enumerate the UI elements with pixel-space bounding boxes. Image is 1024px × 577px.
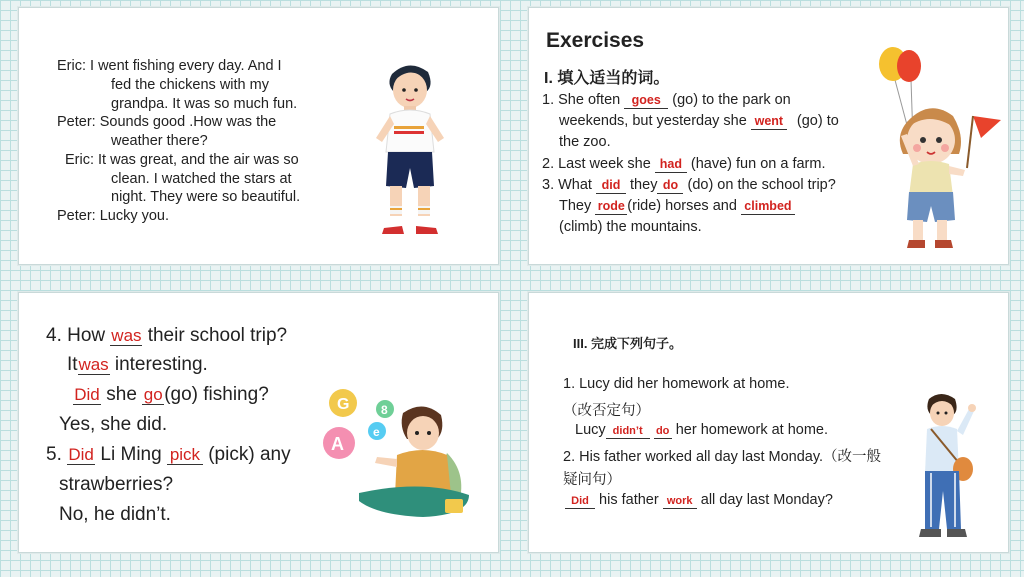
answer-blank [595, 199, 627, 215]
dialogue-line: night. They were so beautiful. [111, 189, 301, 205]
question-text: (ride) horses and [627, 198, 737, 214]
answer-text: climbed [744, 199, 792, 213]
answer-text: was [111, 326, 142, 345]
sentence-hint: 疑问句） [563, 472, 621, 488]
answer-blank [565, 493, 595, 509]
sentences-card [528, 292, 1009, 553]
question-line [559, 196, 795, 217]
sentence-text: Lucy [575, 422, 606, 438]
answer-text: pick [169, 445, 201, 464]
boy-illustration [364, 56, 454, 246]
question-text: It [67, 354, 78, 375]
question-text: (go) to the park on [672, 92, 791, 108]
sentence-text: his father [599, 492, 659, 508]
answer-blank [110, 326, 142, 346]
answer-text: didn’t [612, 425, 643, 437]
question-text: their school trip? [147, 325, 288, 346]
question-text: she [106, 384, 137, 405]
question-text: 1. She often [542, 92, 621, 108]
exercises-subtitle: I. 填入适当的词。 [544, 70, 670, 87]
question-line [73, 384, 269, 406]
answer-text: did [601, 178, 621, 192]
answer-blank [741, 199, 795, 215]
question-text: (go) to [796, 113, 839, 129]
answer-blank [67, 445, 95, 465]
answer-blank [655, 157, 687, 173]
sentence-text: all day last Monday? [700, 492, 833, 508]
question-line: No, he didn’t. [59, 504, 171, 525]
answer-text: Did [571, 495, 589, 507]
question-line [67, 354, 208, 376]
question-text: (go) fishing? [164, 384, 269, 405]
svg-text:e: e [373, 425, 380, 439]
boy-with-letters-illustration [319, 383, 479, 533]
svg-text:8: 8 [381, 403, 388, 417]
question-text: 2. Last week she [542, 156, 651, 172]
question-text: they [630, 177, 658, 193]
question-line [46, 444, 291, 466]
dialogue-line: clean. I watched the stars at [111, 171, 292, 187]
question-line [46, 325, 287, 347]
boy-with-bag-illustration [911, 391, 981, 541]
question-line: Yes, she did. [59, 414, 168, 435]
question-line: strawberries? [59, 474, 174, 495]
question-line: (climb) the mountains. [559, 219, 702, 235]
answer-blank [73, 385, 101, 405]
question-line: the zoo. [559, 134, 611, 150]
question-text: weekends, but yesterday she [559, 113, 747, 129]
answer-text: work [666, 495, 693, 507]
answer-text: had [659, 157, 682, 171]
question-line [542, 90, 791, 111]
question-text: 4. How [46, 325, 106, 346]
answer-text: Did [68, 445, 94, 464]
dialogue-line: Peter: Lucky you. [57, 208, 170, 224]
dialogue-line: grandpa. It was so much fun. [111, 96, 298, 112]
question-text: They [559, 198, 592, 214]
sentence-line: 1. Lucy did her homework at home. [563, 376, 790, 392]
sentence-text: her homework at home. [675, 422, 829, 438]
sentence-hint: （改否定句） [563, 403, 650, 419]
sentence-line: 2. His father worked all day last Monday.（改一般 [563, 449, 882, 465]
svg-text:G: G [337, 396, 350, 413]
exercises-title: Exercises [546, 29, 645, 52]
dialogue-line: fed the chickens with my [111, 77, 269, 93]
answer-text: do [662, 178, 679, 192]
sentence-line [575, 422, 828, 439]
exercises-card [528, 7, 1009, 265]
dialogue-line: Peter: Sounds good .How was the [57, 114, 277, 130]
answer-text: goes [631, 93, 661, 107]
question-text: 3. What [542, 177, 592, 193]
answer-text: rode [597, 199, 625, 213]
answer-text: was [78, 355, 109, 374]
sentence-line [565, 492, 833, 509]
answer-blank [596, 178, 626, 194]
answer-blank [624, 93, 668, 109]
answer-text: went [754, 114, 784, 128]
section-heading: III. 完成下列句子。 [573, 336, 683, 351]
answer-text: go [143, 385, 163, 404]
answer-blank [78, 355, 110, 375]
question-text: Li Ming [100, 444, 162, 465]
svg-text:A: A [331, 434, 344, 454]
answer-blank [167, 445, 203, 465]
question-text: 5. [46, 444, 62, 465]
dialogue-line: Eric: It was great, and the air was so [65, 152, 299, 168]
question-line [559, 111, 839, 132]
answer-blank [751, 114, 787, 130]
question-text: (have) fun on a farm. [690, 156, 826, 172]
question-text: interesting. [114, 354, 208, 375]
answer-text: Did [74, 385, 100, 404]
question-line [542, 154, 825, 175]
answer-blank [142, 385, 164, 405]
answer-blank [663, 493, 697, 509]
questions-card [18, 292, 499, 553]
answer-text: do [655, 425, 670, 437]
girl-with-balloons-illustration [873, 44, 1005, 260]
dialogue-line: weather there? [111, 133, 208, 149]
question-line [542, 175, 836, 196]
answer-blank [606, 423, 650, 439]
question-text: (do) on the school trip? [687, 177, 836, 193]
answer-blank [657, 178, 683, 194]
answer-blank [654, 423, 672, 439]
dialogue-card [18, 7, 499, 265]
question-text: (pick) any [208, 444, 291, 465]
dialogue-line: Eric: I went fishing every day. And I [57, 58, 282, 74]
